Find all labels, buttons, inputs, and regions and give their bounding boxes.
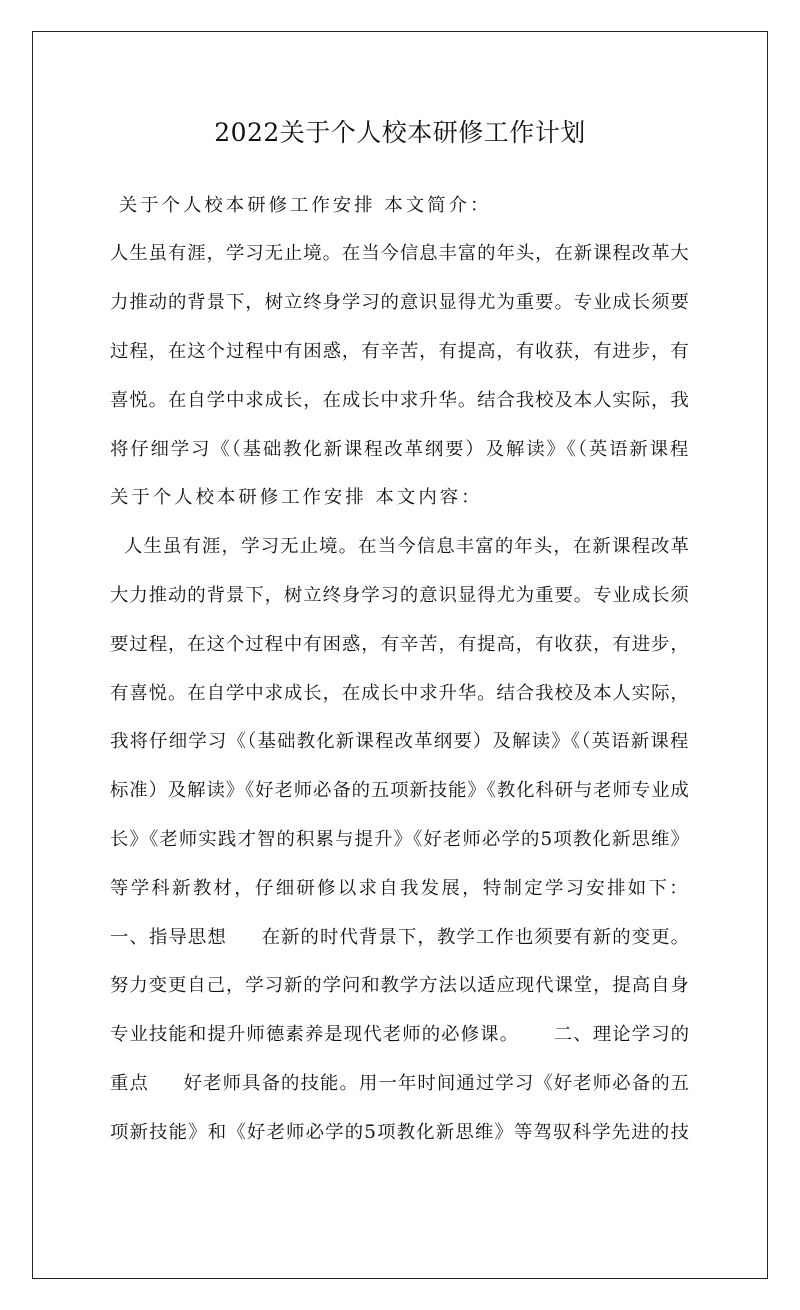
text-line: 人生虽有涯，学习无止境。在当今信息丰富的年头，在新课程改革大 [110,243,690,264]
text-line: 一、指导思想 在新的时代背景下，教学工作也须要有新的变更。 [110,927,691,948]
text-line: 重点 好老师具备的技能。用一年时间通过学习《好老师必备的五 [110,1073,691,1094]
text-line: 关于个人校本研修工作安排 本文内容： [110,487,483,508]
text-line: 力推动的背景下，树立终身学习的意识显得尤为重要。专业成长须要 [110,292,690,313]
text-line: 将仔细学习《（基础教化新课程改革纲要）及解读》《（英语新课程 [110,439,691,460]
text-line: 大力推动的背景下，树立终身学习的意识显得尤为重要。专业成长须 [110,585,690,606]
text-line: 喜悦。在自学中求成长，在成长中求升华。结合我校及本人实际，我 [110,390,690,411]
text-line: 项新技能》和《好老师必学的5项教化新思维》等驾驭科学先进的技 [110,1122,691,1143]
text-line: 标准）及解读》《好老师必备的五项新技能》《教化科研与老师专业成 [110,780,690,801]
text-line: 等学科新教材，仔细研修以求自我发展，特制定学习安排如下： [110,878,690,899]
text-line: 过程，在这个过程中有困惑，有辛苦，有提高，有收获，有进步，有 [110,341,690,362]
document-title: 2022关于个人校本研修工作计划 [214,118,586,147]
text-line: 要过程，在这个过程中有困惑，有辛苦，有提高，有收获，有进步， [110,634,690,655]
text-line: 人生虽有涯，学习无止境。在当今信息丰富的年头，在新课程改革 [110,536,691,557]
text-line: 关于个人校本研修工作安排 本文简介： [110,195,492,216]
text-line: 有喜悦。在自学中求成长，在成长中求升华。结合我校及本人实际， [110,683,690,704]
text-line: 努力变更自己，学习新的学问和教学方法以适应现代课堂，提高自身 [110,975,690,996]
text-line: 我将仔细学习《（基础教化新课程改革纲要）及解读》《（英语新课程 [110,731,690,752]
text-line: 专业技能和提升师德素养是现代老师的必修课。 二、理论学习的 [110,1024,691,1045]
text-line: 长》《老师实践才智的积累与提升》《好老师必学的5项教化新思维》 [110,829,691,850]
